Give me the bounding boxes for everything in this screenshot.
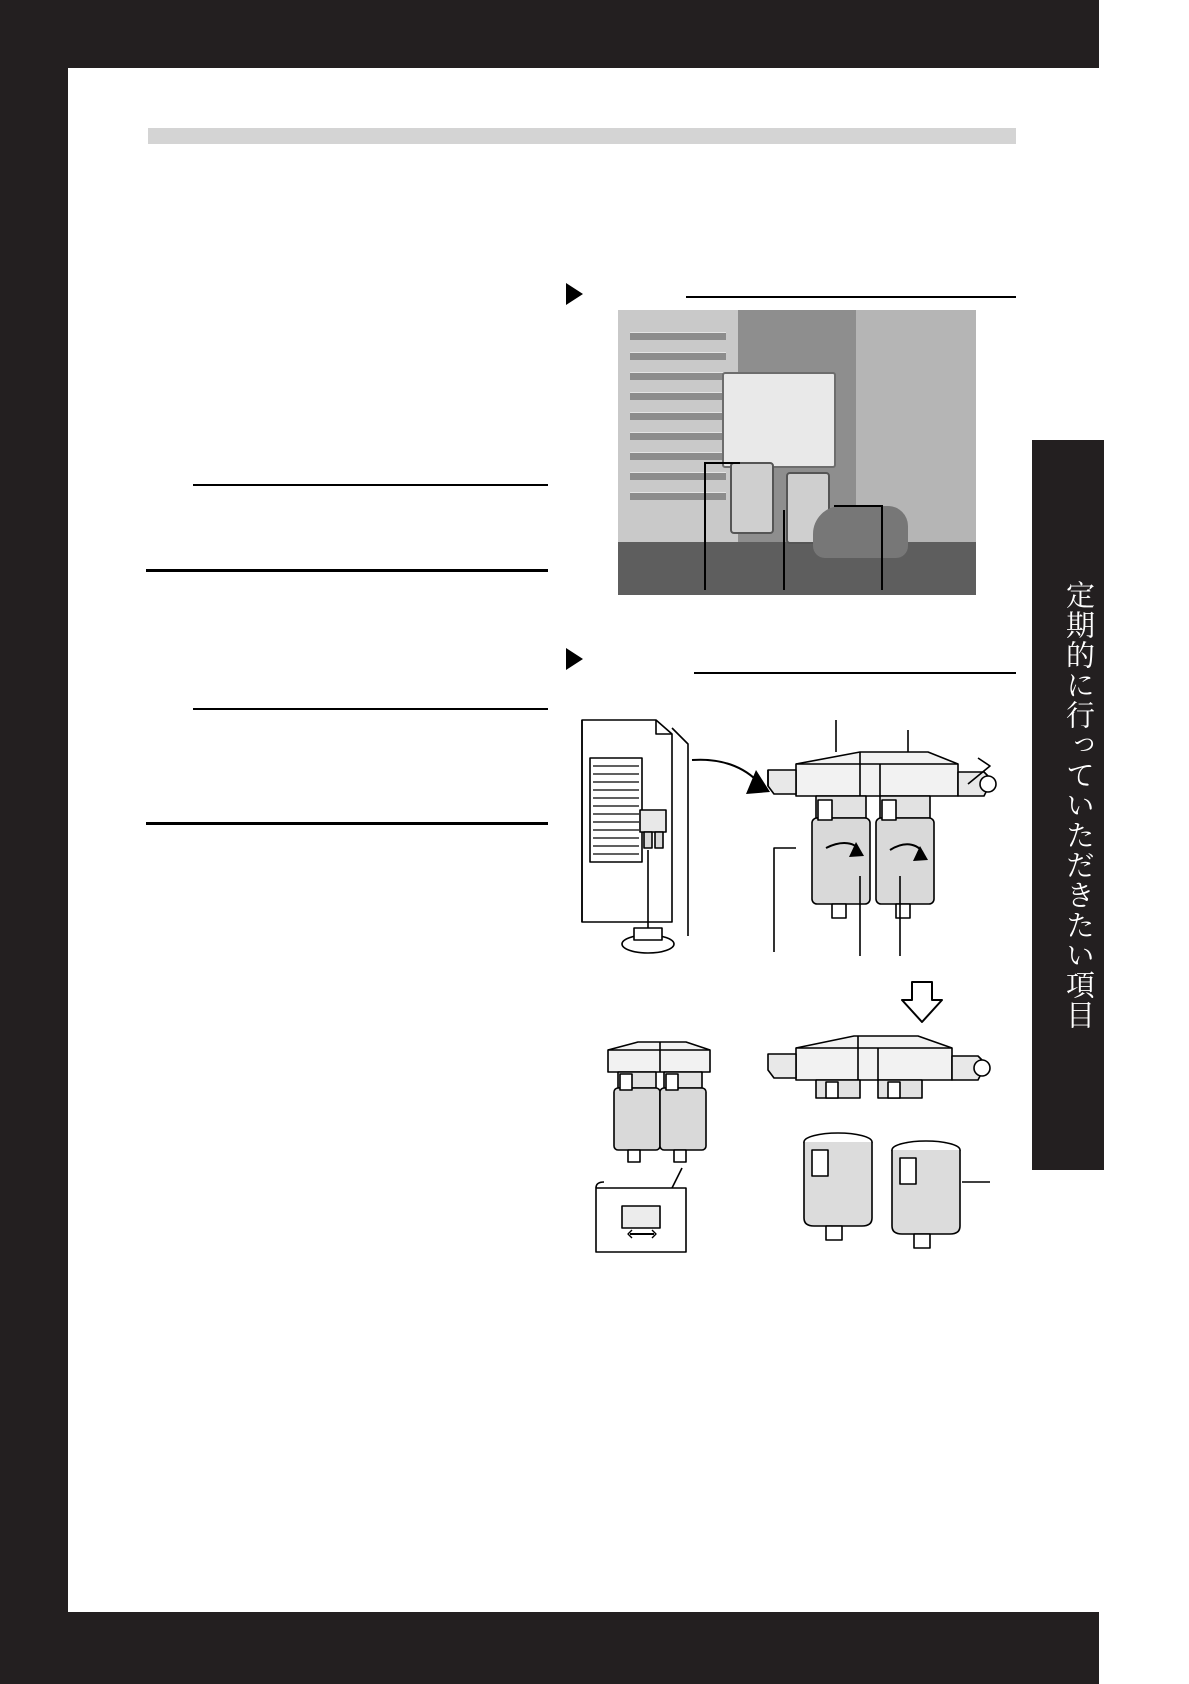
figure-2-line-art — [560, 700, 1030, 1290]
photo-floor-shadow — [618, 542, 976, 595]
left-rule-3 — [193, 708, 548, 710]
photo-louver-3 — [630, 372, 726, 380]
left-rule-2 — [146, 569, 548, 572]
photo-operator-hand — [813, 506, 908, 558]
left-rule-1 — [193, 484, 548, 486]
photo-louver-6 — [630, 432, 726, 440]
figure-1-photo — [618, 310, 976, 595]
photo-louver-7 — [630, 452, 726, 460]
photo-louver-4 — [630, 392, 726, 400]
photo-leader-3-h — [834, 505, 882, 507]
section-header-bar — [148, 128, 1016, 144]
photo-louver-9 — [630, 492, 726, 500]
page-frame-top — [0, 0, 1189, 68]
photo-louver-1 — [630, 332, 726, 340]
page-frame-left — [0, 0, 68, 1684]
photo-machine-panel — [618, 310, 738, 542]
figure-1-marker-icon — [566, 283, 583, 305]
figure-2-marker-icon — [566, 648, 583, 670]
photo-leader-2 — [783, 510, 785, 590]
photo-louver-5 — [630, 412, 726, 420]
figure-1-caption-rule — [686, 296, 1016, 298]
photo-louver-2 — [630, 352, 726, 360]
photo-leader-1 — [704, 462, 706, 590]
photo-filter-bowl-left — [730, 462, 774, 534]
figure-2-caption-rule — [694, 672, 1016, 674]
side-tab-label: 定期的に行っていただきたい項目 — [1062, 580, 1096, 1030]
photo-louver-8 — [630, 472, 726, 480]
photo-leader-3 — [881, 505, 883, 590]
photo-leader-1-h — [704, 462, 740, 464]
page-frame-bottom — [0, 1612, 1189, 1684]
photo-filter-unit — [722, 372, 836, 468]
left-rule-4 — [146, 822, 548, 825]
page-frame-right — [1099, 0, 1189, 1684]
